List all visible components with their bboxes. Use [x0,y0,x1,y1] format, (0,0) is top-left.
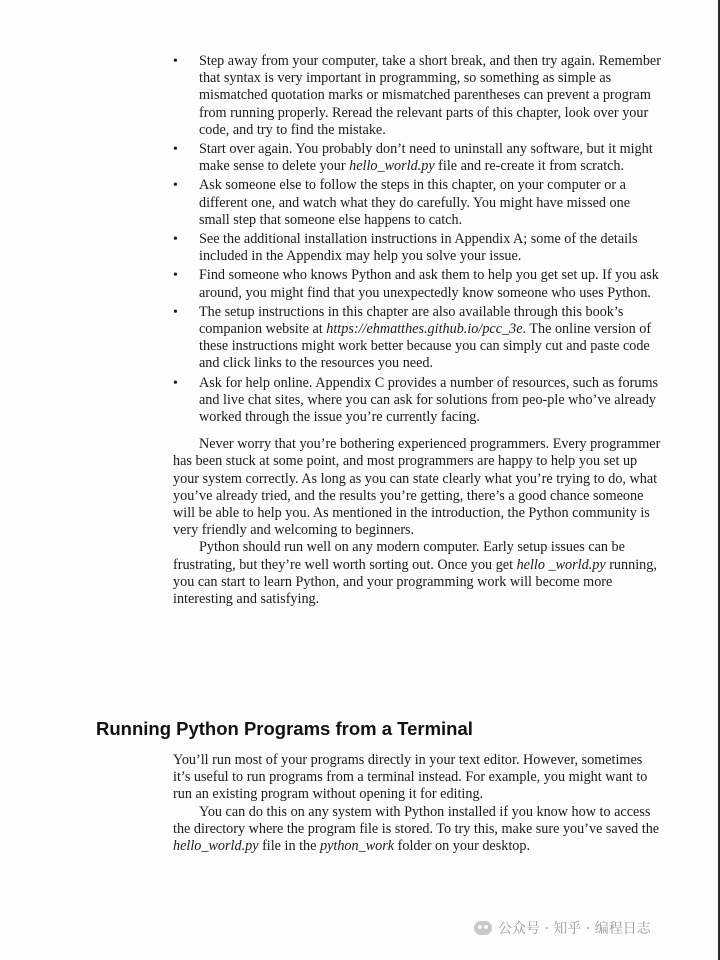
bullet-icon: • [173,304,178,320]
body-text [173,53,661,608]
filename: hello_world.py [349,158,435,175]
section-heading: Running Python Programs from a Terminal [96,718,473,739]
list-item: • Ask someone else to follow the steps in this chapter, on your computer or a different one, and watch what they do carefully. You might have missed one small step that someone else happens to catch. [173,177,631,228]
paragraph-any-system: You can do this on any system with Python installed if you know how to access the directory where the program file is stored. To try this, make sure you’ve saved the hello_world.py file in the python_work folder on your desktop. [173,803,660,855]
bullet-icon: • [173,142,178,158]
list-item: • The setup instructions in this chapter are also available through this book’s companion website at https://ehmatthes.github.io/pcc_3e. The online version of these instructions might work better because you can simply cut and paste code and click links to the resources you need. [173,303,652,372]
list-item: • Ask for help online. Appendix C provides a number of resources, such as forums and live chat sites, where you can ask for solutions from peo-ple who’ve already worked through the issue you’re currently facing. [173,374,659,426]
bullet-icon: • [173,178,178,194]
watermark [474,918,651,938]
section-body [173,752,661,855]
wechat-icon [474,921,492,935]
watermark-text: 公众号 · 知乎 · 编程日志 [498,921,651,937]
list-item: • See the additional installation instructions in Appendix A; some of the details included in the Appendix may help you solve your issue. [173,231,638,265]
bullet-icon: • [173,268,178,284]
list-item: • Find someone who knows Python and ask them to help you get set up. If you ask around, you might find that you unexpectedly know someone who uses Python. [173,267,659,301]
bullet-icon: • [173,232,178,248]
paragraph-run-programs: You’ll run most of your programs directly in your text editor. However, sometimes it’s useful to run programs from a terminal instead. For example, you might want to run an existing program without opening it for editing. [173,752,648,803]
bullet-icon: • [173,54,178,69]
filename: hello_world.py [173,838,259,855]
filename: hello _world.py [516,556,606,573]
bullet-icon: • [173,375,178,391]
paragraph-never-worry: Never worry that you’re bothering experienced programmers. Every programmer has been stuck at some point, and most programmers are happy to help you set up your system correctly. As long as you can state clearly what you’re trying to do, what you’ve already tried, and the results you’re getting, there’s a good chance someone will be able to help you. As mentioned in the introduction, the Python community is very friendly and welcoming to beginners. [173,436,661,539]
paragraph-python-should-run: Python should run well on any modern computer. Early setup issues can be frustrating, but they’re well worth sorting out. Once you get hello _world.py running, you can start to learn Python, and your programming work will become more interesting and satisfying. [173,539,657,608]
folder-name: python_work [319,838,395,855]
list-item: • Step away from your computer, take a short break, and then try again. Remember that syntax is very important in programming, so something as simple as mismatched quotation marks or mismatched parentheses can prevent a program from running properly. Reread the relevant parts of this chapter, look over your code, and try to find the mistake. [173,53,661,138]
tips-list [173,53,661,426]
website-link[interactable]: https://ehmatthes.github.io/pcc_3e [326,321,523,338]
list-item: • Start over again. You probably don’t need to uninstall any software, but it might make sense to delete your hello_world.py file and re-create it from scratch. [173,141,653,175]
